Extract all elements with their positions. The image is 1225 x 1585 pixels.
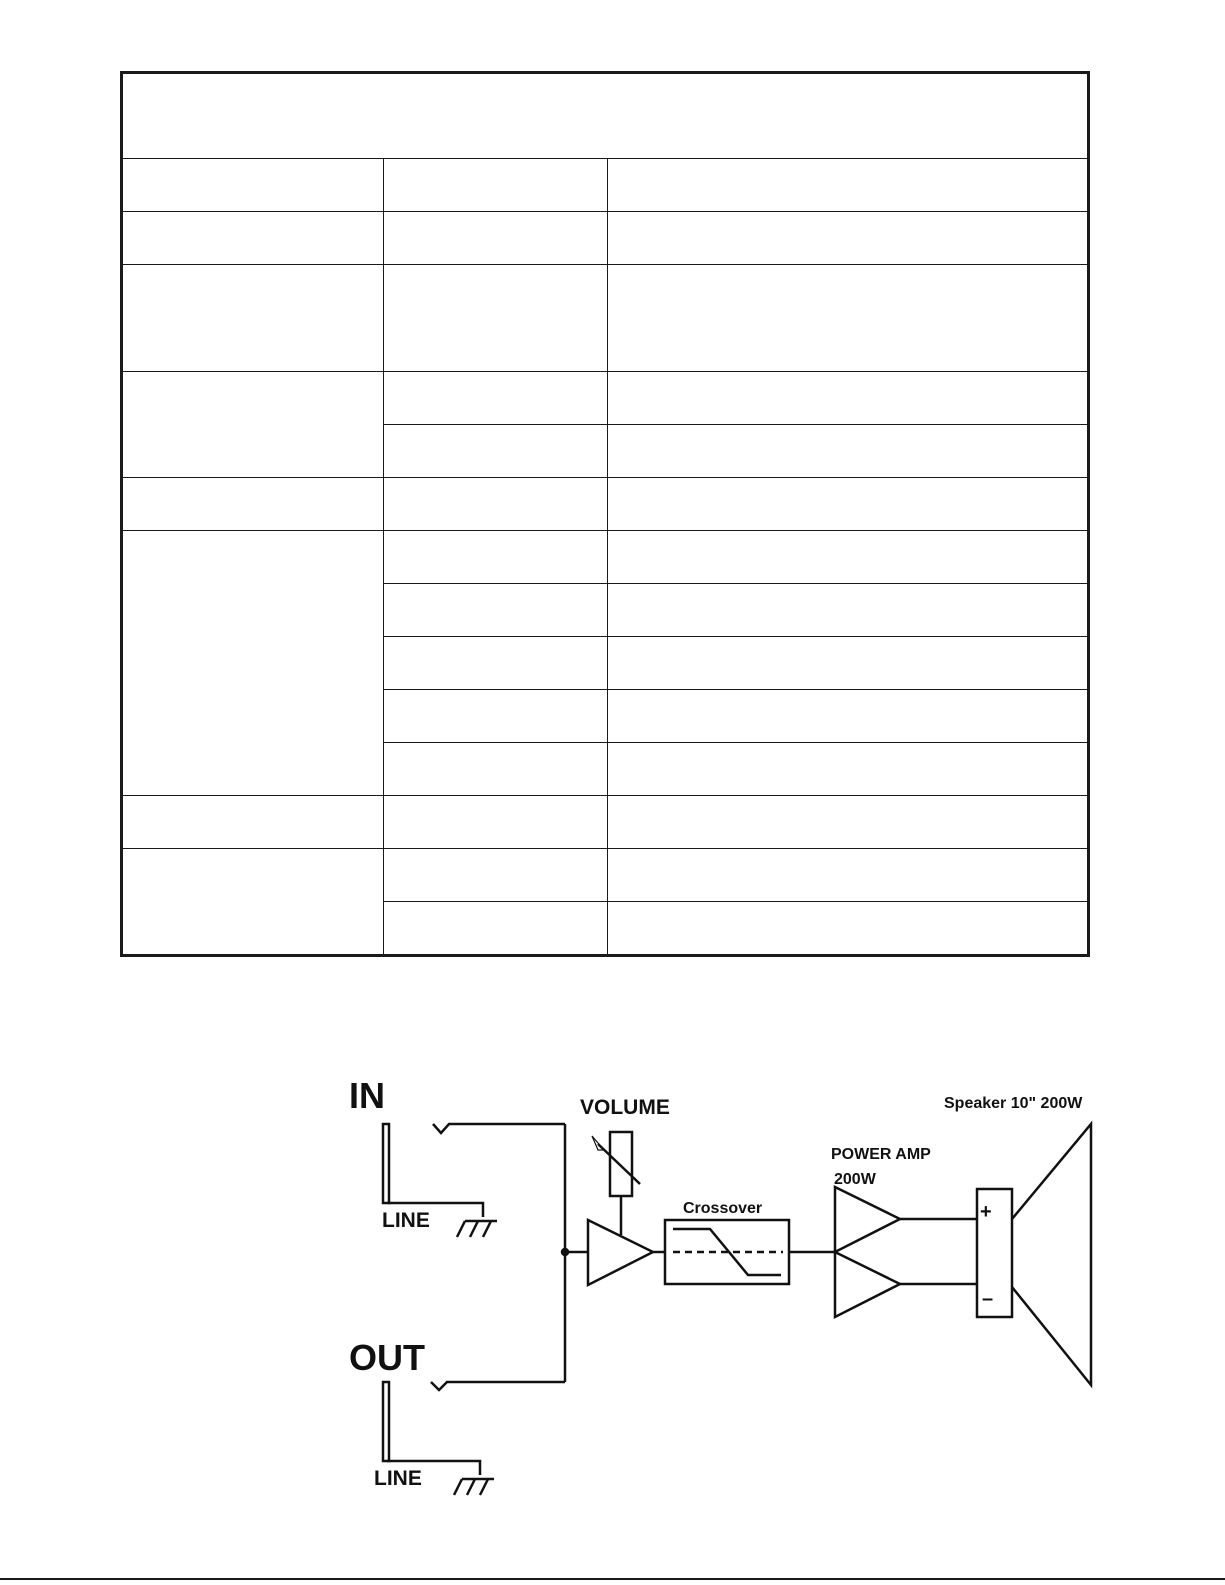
ground-icon [454,1479,494,1495]
speaker-plus-label: + [980,1201,992,1223]
table-cell [608,849,1089,902]
table-title-cell [122,73,1089,159]
speaker-icon [977,1124,1091,1385]
crossover-block [665,1220,789,1284]
volume-label: VOLUME [580,1096,670,1119]
power-amp [835,1187,977,1317]
table-row [122,372,1089,425]
table-cell [384,743,608,796]
page-bottom-rule [0,1578,1225,1580]
output-jack [383,1382,565,1475]
table-cell [384,159,608,212]
table-cell [122,849,384,956]
table-cell [384,637,608,690]
table-cell [384,849,608,902]
table-cell [384,902,608,956]
volume-potentiometer [592,1132,640,1235]
table-cell [608,159,1089,212]
table-cell [608,425,1089,478]
table-cell [384,584,608,637]
table-cell [608,478,1089,531]
table-row [122,796,1089,849]
table-cell [122,531,384,796]
table-row [122,849,1089,902]
table-title-row [122,73,1089,159]
table-cell [384,372,608,425]
table-cell [608,584,1089,637]
speaker-label: Speaker 10" 200W [944,1095,1083,1112]
table-cell [384,531,608,584]
table-cell [122,159,384,212]
table-cell [384,796,608,849]
table-cell [122,265,384,372]
table-row [122,478,1089,531]
table-cell [608,902,1089,956]
ground-icon [457,1221,497,1237]
table-cell [608,265,1089,372]
table-row [122,531,1089,584]
table-cell [384,425,608,478]
table-cell [608,690,1089,743]
table-cell [384,690,608,743]
table-cell [608,637,1089,690]
table-cell [608,212,1089,265]
table-cell [608,796,1089,849]
speaker-minus-label: – [982,1288,994,1310]
table-cell [384,478,608,531]
table-cell [122,796,384,849]
table-cell [608,372,1089,425]
crossover-label: Crossover [683,1200,763,1217]
in-line-label: LINE [382,1209,430,1232]
table-row [122,159,1089,212]
output-label: OUT [349,1337,425,1378]
table-cell [384,265,608,372]
table-cell [608,743,1089,796]
table-cell [122,478,384,531]
out-line-label: LINE [374,1467,422,1490]
table-cell [122,212,384,265]
table-cell [384,212,608,265]
table-row [122,265,1089,372]
input-jack [383,1124,565,1217]
power-amp-rating: 200W [834,1171,876,1188]
power-amp-label: POWER AMP [831,1146,931,1163]
table-cell [122,372,384,478]
preamp-triangle [588,1220,653,1285]
input-label: IN [349,1075,385,1116]
spec-table [120,71,1090,957]
table-cell [608,531,1089,584]
table-row [122,212,1089,265]
